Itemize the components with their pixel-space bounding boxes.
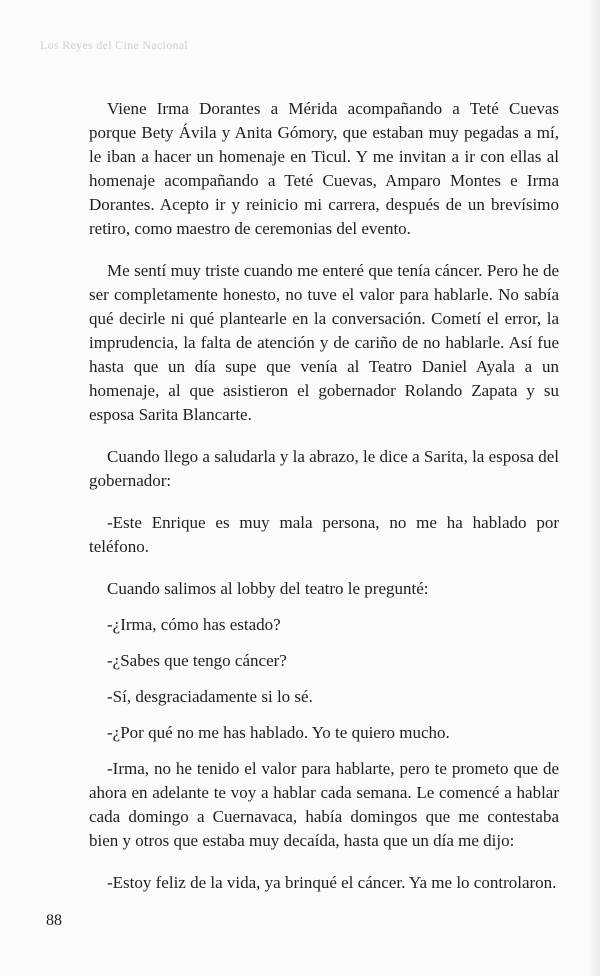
dialogue-why-no-call: -¿Por qué no me has hablado. Yo te quiero mucho. xyxy=(107,723,450,742)
paragraph-sad-cancer: Me sentí muy triste cuando me enteré que tenía cáncer. Pero he de ser completamente honesto, no tuve el valor para hablarle. No sabía qué decirle ni qué plantearle en la conversación. Cometí el error, la imprudencia, la falta de atención y de cariño de no hablarle. Así fue hasta que un día supe que venía al Teatro Daniel Ayala a un homenaje, al que asistieron el gobernador Rolando Zapata y su esposa Sarita Blancarte. xyxy=(89,261,559,424)
dialogue-bad-person: -Este Enrique es muy mala persona, no me ha hablado por teléfono. xyxy=(89,513,559,556)
dialogue-how-are-you: -¿Irma, cómo has estado? xyxy=(107,615,281,634)
body-text xyxy=(89,97,559,895)
paragraph-greeting-sarita: Cuando llego a saludarla y la abrazo, le dice a Sarita, la esposa del gobernador: xyxy=(89,447,559,490)
dialogue-happy: -Estoy feliz de la vida, ya brinqué el cáncer. Ya me lo controlaron. xyxy=(107,873,557,892)
dialogue-promise: -Irma, no he tenido el valor para hablarte, pero te prometo que de ahora en adelante te voy a hablar cada semana. Le comencé a hablar cada domingo a Cuernavaca, había domingos que me contestaba bien y otros que estaba muy decaída, hasta que un día me dijo: xyxy=(89,759,559,850)
paragraph-irma-merida: Viene Irma Dorantes a Mérida acompañando a Teté Cuevas porque Bety Ávila y Anita Gómory, que estaban muy pegadas a mí, le iban a hacer un homenaje en Ticul. Y me invitan a ir con ellas al homenaje acompañando a Teté Cuevas, Amparo Montes e Irma Dorantes. Acepto ir y reinicio mi carrera, después de un brevísimo retiro, como maestro de ceremonias del evento. xyxy=(89,99,559,238)
dialogue-i-know: -Sí, desgraciadamente si lo sé. xyxy=(107,687,313,706)
dialogue-cancer-question: -¿Sabes que tengo cáncer? xyxy=(107,651,287,670)
page-edge-shadow xyxy=(586,0,600,976)
paragraph-lobby: Cuando salimos al lobby del teatro le pregunté: xyxy=(107,579,429,598)
running-head: Los Reyes del Cine Nacional xyxy=(40,38,189,52)
page-number: 88 xyxy=(46,912,62,929)
